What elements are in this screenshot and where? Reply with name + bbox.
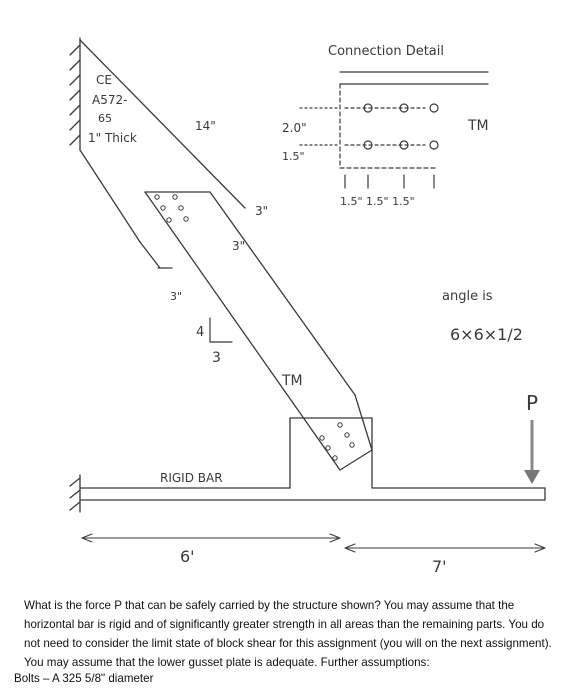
slope-triangle — [210, 318, 232, 342]
load-label: P — [526, 391, 539, 415]
angle-size-label: 6×6×1/2 — [450, 325, 523, 344]
upper-bolt-group — [155, 195, 188, 222]
lower-gusset-plate — [290, 418, 372, 488]
dim-3-label-a: 3" — [255, 204, 269, 218]
rigid-bar-label: RIGID BAR — [160, 471, 223, 485]
load-arrow — [524, 420, 540, 484]
dim-3-label-b: 3" — [232, 239, 246, 253]
angle-note-label: angle is — [442, 289, 493, 304]
slope-run-label: 3 — [212, 350, 221, 366]
connection-detail-drawing — [300, 72, 488, 188]
span-right-label: 7' — [432, 557, 447, 576]
detail-tm-label: TM — [468, 118, 489, 134]
gusset-label-line4: 1" Thick — [88, 131, 137, 145]
gusset-label-line2: A572- — [92, 93, 128, 107]
detail-2in-label: 2.0" — [282, 121, 307, 135]
slope-rise-label: 4 — [196, 325, 205, 340]
detail-1-5in-label: 1.5" — [282, 150, 305, 163]
diagonal-angle-member — [145, 192, 372, 470]
lower-bolt-group — [320, 423, 354, 460]
gusset-label-line3: 65 — [98, 112, 112, 125]
top-wall-support — [70, 38, 80, 150]
rigid-bar — [80, 488, 545, 500]
detail-spacing-label: 1.5" 1.5" 1.5" — [340, 195, 415, 208]
dim-3-label-c: 3" — [170, 290, 183, 303]
member-tm-label: TM — [282, 373, 303, 389]
gusset-label-line1: CE — [96, 73, 112, 87]
connection-detail-title: Connection Detail — [328, 44, 444, 59]
dim-14-label: 14" — [195, 119, 216, 133]
span-left-label: 6' — [180, 547, 195, 566]
span-dimension-lines — [82, 534, 545, 552]
left-pin-support — [70, 475, 80, 512]
bolts-assumption: Bolts – A 325 5/8" diameter — [14, 672, 154, 685]
problem-statement: What is the force P that can be safely carried by the structure shown? You may assume that the horizontal bar is rigid and of significantly greater strength in all areas than the remaining parts. You do not need to consider the limit state of block shear for this assignment (you will on the next assignment). You may assume that the lower gusset plate is adequate. Further assumptions: — [24, 599, 552, 669]
